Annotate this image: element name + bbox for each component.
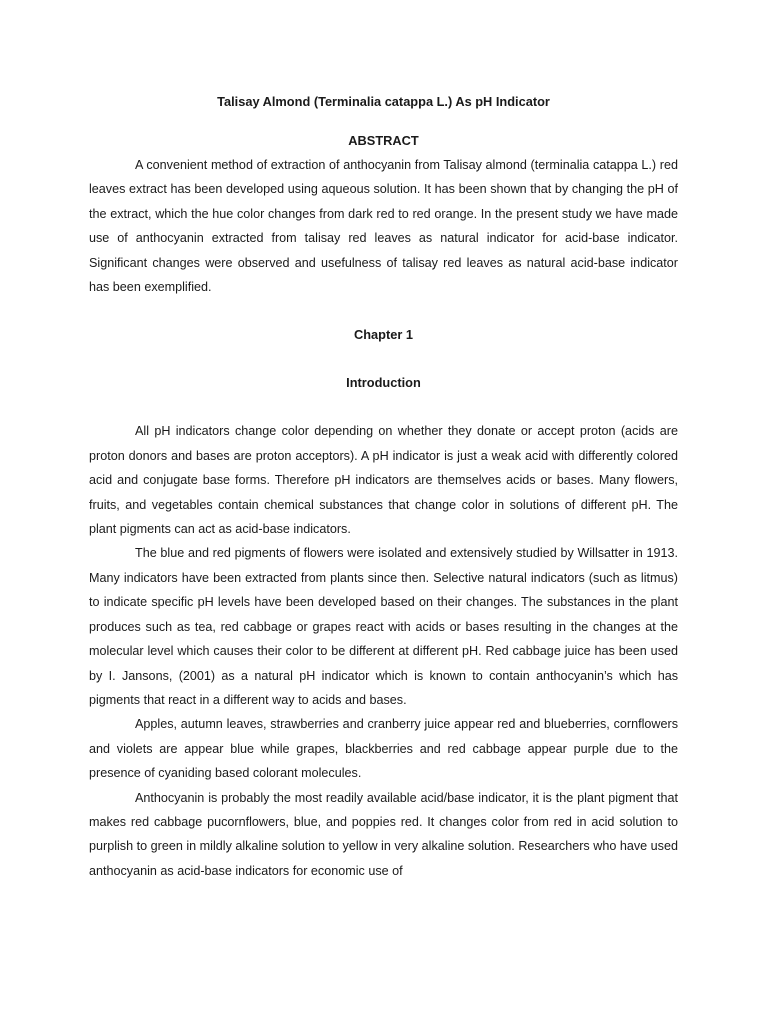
document-title: Talisay Almond (Terminalia catappa L.) As pH Indicator xyxy=(217,94,550,109)
abstract-paragraph: A convenient method of extraction of anthocyanin from Talisay almond (terminalia catappa L.) red leaves extract has been developed using aqueous solution. It has been shown that by changing the pH of the extract, which the hue color changes from dark red to red orange. In the present study we have made use of anthocyanin extracted from talisay red leaves as natural indicator for acid-base indicator. Significant changes were observed and usefulness of talisay red leaves as natural acid-base indicator has been exemplified. xyxy=(89,158,678,295)
body-paragraph: The blue and red pigments of flowers were isolated and extensively studied by Willsatter in 1913. Many indicators have been extracted from plants since then. Selective natural indicators (such as litmus) to indicate specific pH levels have been developed based on their changes. The substances in the plant produces such as tea, red cabbage or grapes react with acids or bases resulting in the changes at the molecular level which causes their color to be different at different pH. Red cabbage juice has been used by I. Jansons, (2001) as a natural pH indicator which is known to contain anthocyanin’s which has pigments that react in a different way to acids and bases. xyxy=(89,546,678,707)
abstract-heading: ABSTRACT xyxy=(348,133,419,148)
document-body xyxy=(89,90,678,883)
body-paragraph: Anthocyanin is probably the most readily available acid/base indicator, it is the plant pigment that makes red cabbage pucornflowers, blue, and poppies red. It changes color from red in acid solution to purplish to green in mildly alkaline solution to yellow in very alkaline solution. Researchers who have used anthocyanin as acid-base indicators for economic use of xyxy=(89,790,678,878)
body-paragraph: Apples, autumn leaves, strawberries and cranberry juice appear red and blueberries, cornflowers and violets are appear blue while grapes, blackberries and red cabbage appear purple due to the presence of cyaniding based colorant molecules. xyxy=(89,717,678,781)
chapter-heading: Chapter 1 xyxy=(353,327,414,343)
body-paragraph: All pH indicators change color depending on whether they donate or accept proton (acids are proton donors and bases are proton acceptors). A pH indicator is just a weak acid with differently colored acid and conjugate base forms. Therefore pH indicators are themselves acids or bases. Many flowers, fruits, and vegetables contain chemical substances that change color in solutions of different pH. The plant pigments can act as acid-base indicators. xyxy=(89,424,678,537)
section-heading: Introduction xyxy=(346,375,421,391)
